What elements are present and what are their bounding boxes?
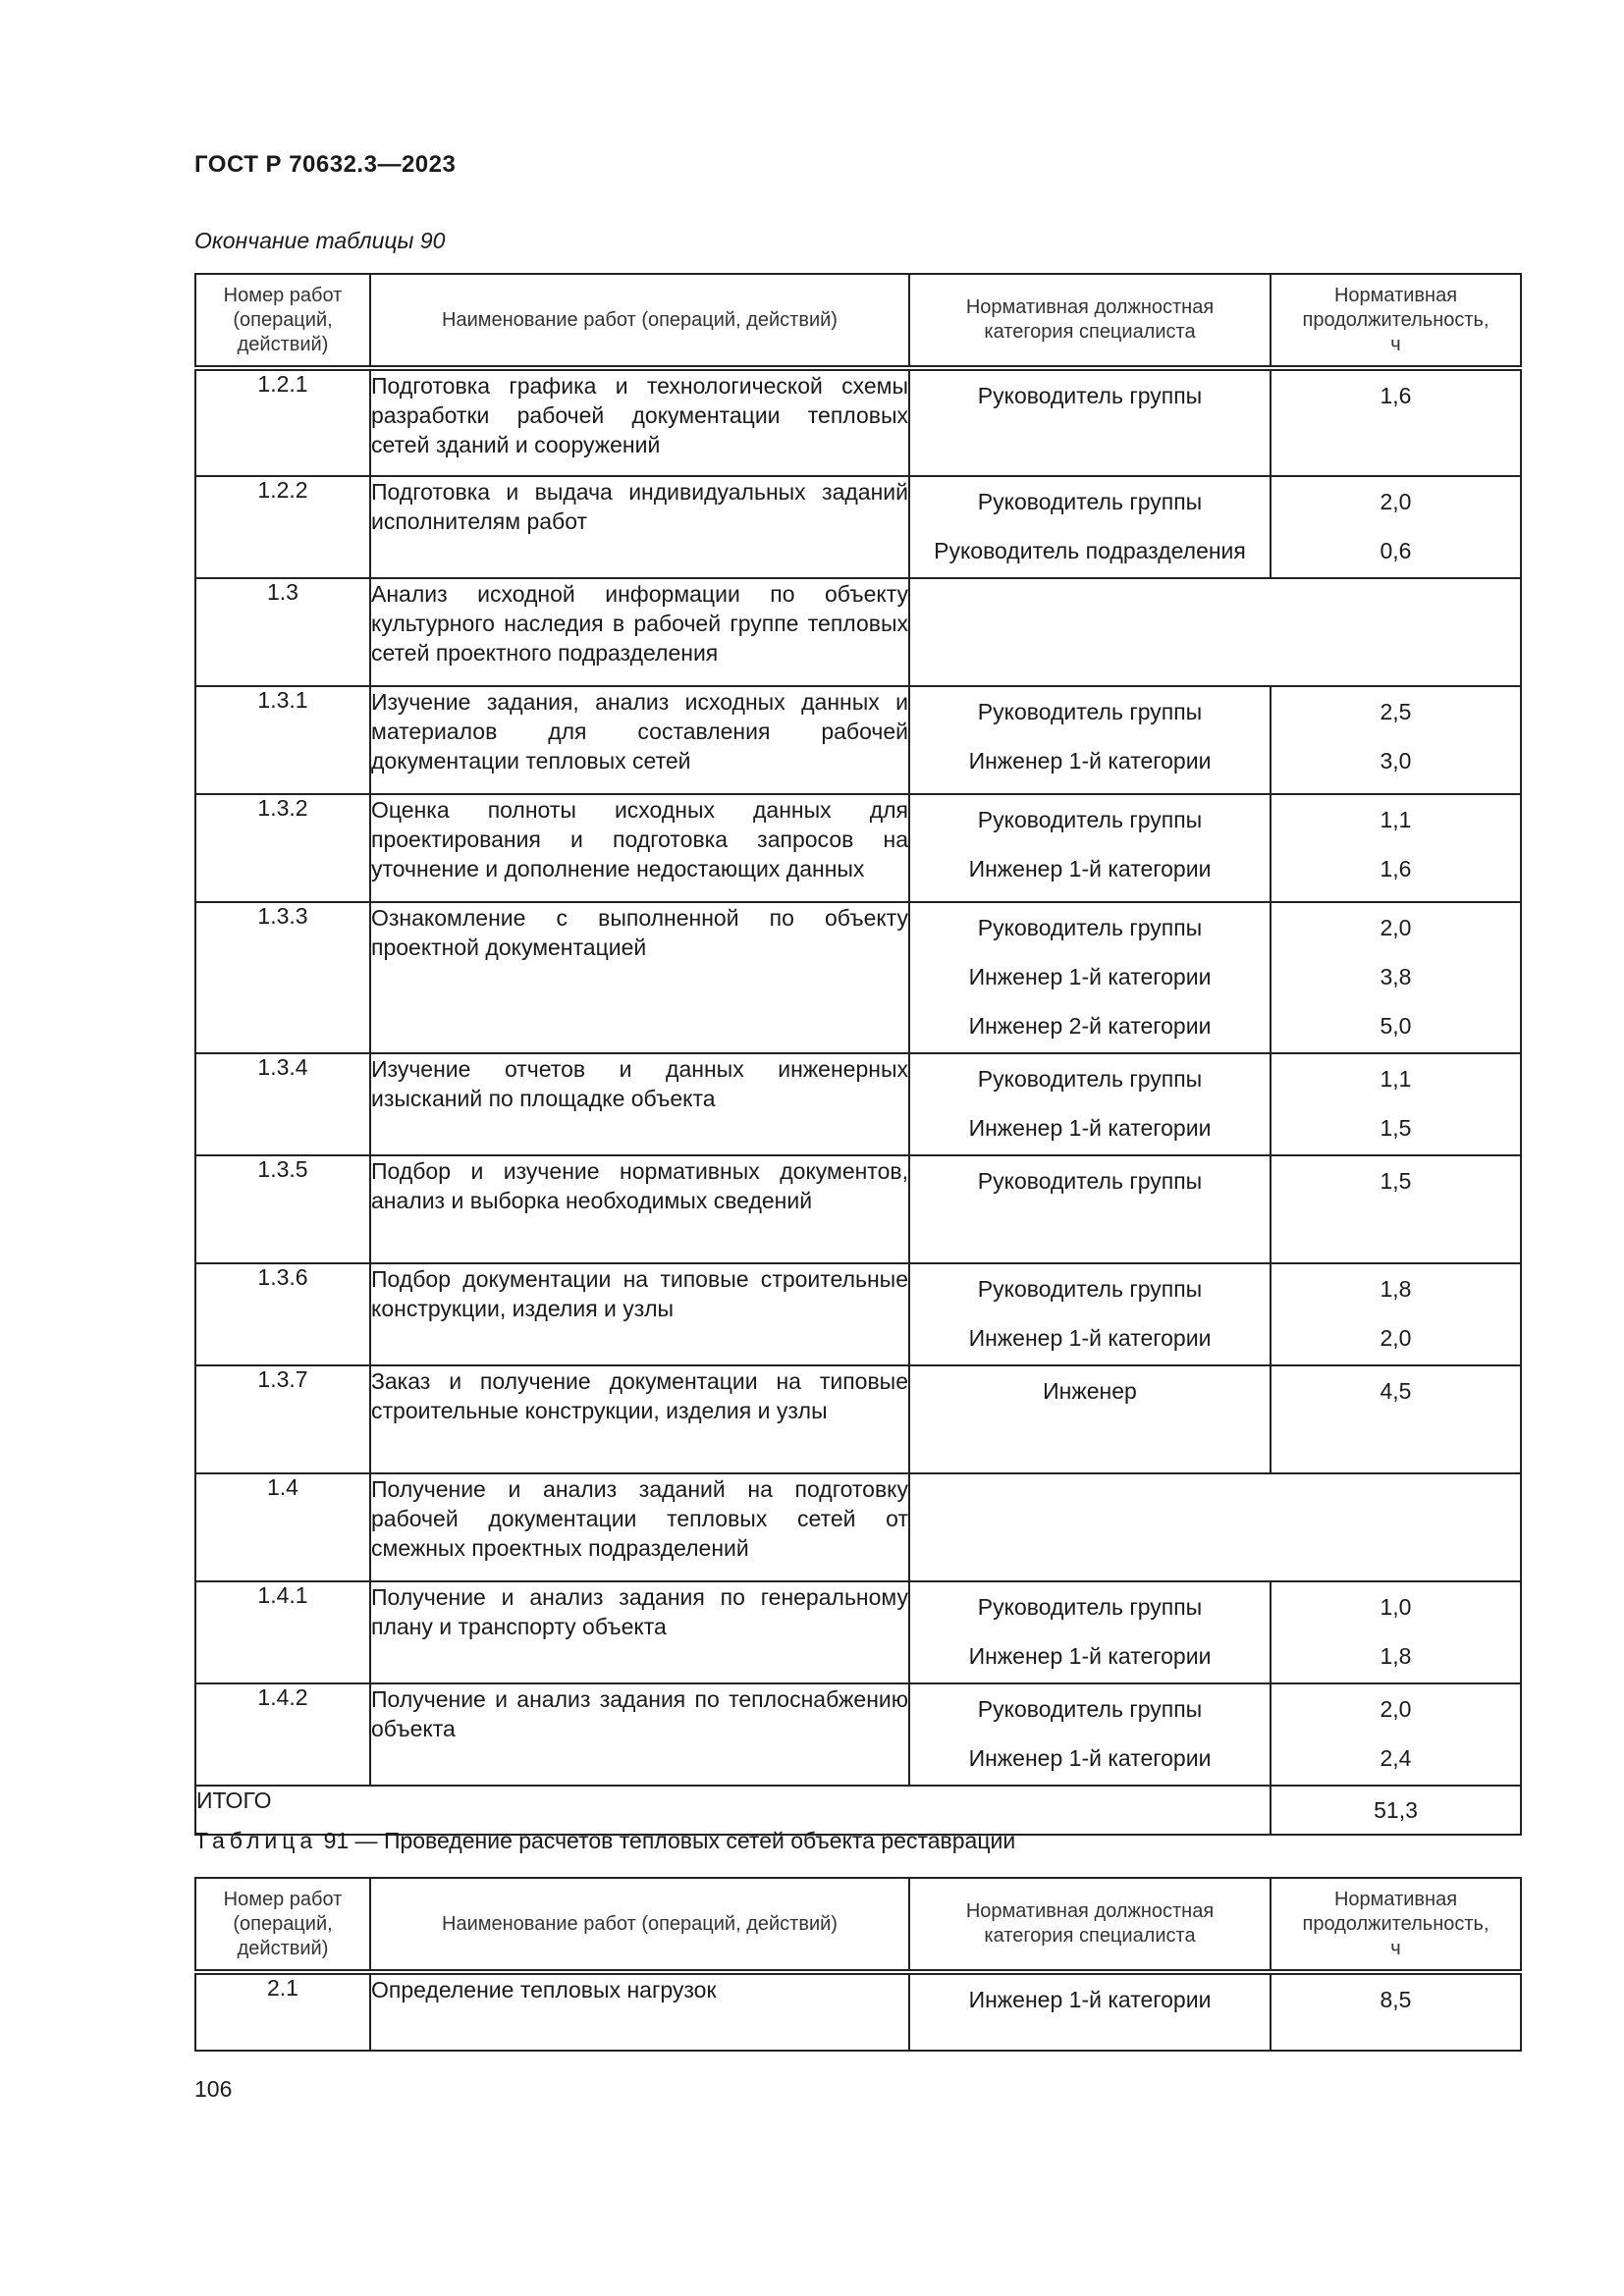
work-number: 1.3.4 <box>195 1053 370 1155</box>
table-90-header <box>195 274 1521 368</box>
col-header-category: Нормативная должностная категория специалиста <box>909 1878 1271 1972</box>
table-91-caption: Таблица 91 — Проведение расчетов тепловых сетей объекта реставрации <box>194 1828 1016 1853</box>
work-number: 2.1 <box>195 1972 370 2051</box>
work-number: 1.3.5 <box>195 1155 370 1263</box>
duration-cell <box>1271 794 1521 902</box>
specialist-category: Руководитель группы <box>977 699 1203 724</box>
duration-cell <box>1271 686 1521 794</box>
table-row <box>195 902 1521 1053</box>
specialist-category-cell <box>909 1155 1271 1263</box>
duration-value: 2,0 <box>1380 915 1412 940</box>
specialist-category: Руководитель группы <box>977 1066 1203 1092</box>
work-number: 1.3.6 <box>195 1263 370 1365</box>
col-header-duration: Нормативная продолжительность, ч <box>1271 1878 1521 1972</box>
work-name: Получение и анализ заданий на подготовку рабочей документации тепловых сетей от смежных проектных подразделений <box>370 1473 909 1581</box>
specialist-category: Инженер 1-й категории <box>968 1987 1212 2012</box>
table-row <box>195 1155 1521 1263</box>
work-name: Подготовка и выдача индивидуальных заданий исполнителям работ <box>370 476 909 578</box>
table-row <box>195 794 1521 902</box>
specialist-category: Руководитель группы <box>977 915 1203 940</box>
table-row <box>195 686 1521 794</box>
specialist-category-cell <box>909 902 1271 1053</box>
specialist-category: Руководитель группы <box>977 489 1203 514</box>
specialist-category-cell <box>909 1263 1271 1365</box>
work-name: Анализ исходной информации по объекту культурного наследия в рабочей группе тепловых сетей проектного подразделения <box>370 578 909 686</box>
duration-value: 2,0 <box>1380 1325 1412 1351</box>
specialist-category: Руководитель группы <box>977 1594 1203 1620</box>
work-number: 1.4.1 <box>195 1581 370 1683</box>
duration-value: 5,0 <box>1380 1013 1412 1039</box>
table-row <box>195 1581 1521 1683</box>
specialist-category-cell <box>909 1972 1271 2051</box>
duration-cell <box>1271 1053 1521 1155</box>
work-name: Определение тепловых нагрузок <box>370 1972 909 2051</box>
work-number: 1.4 <box>195 1473 370 1581</box>
work-number: 1.3.7 <box>195 1365 370 1473</box>
specialist-category: Инженер 1-й категории <box>968 1643 1212 1669</box>
specialist-category: Руководитель группы <box>977 1168 1203 1194</box>
duration-cell <box>1271 578 1521 686</box>
work-name: Оценка полноты исходных данных для проектирования и подготовка запросов на уточнение и дополнение недостающих данных <box>370 794 909 902</box>
specialist-category-cell <box>909 1053 1271 1155</box>
col-header-name: Наименование работ (операций, действий) <box>370 274 909 368</box>
specialist-category-cell <box>909 476 1271 578</box>
table-row <box>195 368 1521 476</box>
specialist-category-cell <box>909 1365 1271 1473</box>
duration-cell <box>1271 1155 1521 1263</box>
specialist-category-cell <box>909 578 1271 686</box>
table-row <box>195 476 1521 578</box>
duration-value: 1,6 <box>1380 383 1412 408</box>
duration-value: 8,5 <box>1380 1987 1412 2012</box>
specialist-category: Руководитель группы <box>977 383 1203 408</box>
specialist-category-cell <box>909 1683 1271 1786</box>
specialist-category: Руководитель группы <box>977 807 1203 832</box>
work-number: 1.3.2 <box>195 794 370 902</box>
duration-cell <box>1271 1365 1521 1473</box>
total-value: 51,3 <box>1271 1786 1521 1835</box>
duration-cell <box>1271 902 1521 1053</box>
table-row <box>195 1473 1521 1581</box>
specialist-category-cell <box>909 368 1271 476</box>
work-name: Подбор и изучение нормативных документов, анализ и выборка необходимых сведений <box>370 1155 909 1263</box>
duration-cell <box>1271 1581 1521 1683</box>
table-row <box>195 1263 1521 1365</box>
specialist-category-cell <box>909 1581 1271 1683</box>
col-header-duration: Нормативная продолжительность, ч <box>1271 274 1521 368</box>
work-number: 1.2.2 <box>195 476 370 578</box>
duration-cell <box>1271 476 1521 578</box>
specialist-category: Инженер 1-й категории <box>968 1115 1212 1141</box>
table-row <box>195 578 1521 686</box>
specialist-category: Инженер 1-й категории <box>968 856 1212 881</box>
duration-value: 1,1 <box>1380 1066 1412 1092</box>
table-row <box>195 1972 1521 2051</box>
work-name: Получение и анализ задания по теплоснабжению объекта <box>370 1683 909 1786</box>
work-name: Получение и анализ задания по генеральному плану и транспорту объекта <box>370 1581 909 1683</box>
specialist-category-cell <box>909 794 1271 902</box>
total-label: ИТОГО <box>195 1786 1271 1835</box>
duration-cell <box>1271 368 1521 476</box>
work-number: 1.4.2 <box>195 1683 370 1786</box>
duration-value: 1,8 <box>1380 1276 1412 1302</box>
duration-cell <box>1271 1683 1521 1786</box>
work-number: 1.2.1 <box>195 368 370 476</box>
specialist-category-cell <box>909 1473 1271 1581</box>
specialist-category-cell <box>909 686 1271 794</box>
specialist-category: Инженер 1-й категории <box>968 1325 1212 1351</box>
specialist-category: Руководитель группы <box>977 1276 1203 1302</box>
table-90 <box>194 273 1522 1836</box>
col-header-name: Наименование работ (операций, действий) <box>370 1878 909 1972</box>
duration-value: 2,0 <box>1380 1696 1412 1722</box>
work-name: Ознакомление с выполненной по объекту проектной документацией <box>370 902 909 1053</box>
table-row <box>195 1053 1521 1155</box>
duration-value: 1,6 <box>1380 856 1412 881</box>
col-header-num: Номер работ (операций, действий) <box>195 1878 370 1972</box>
work-name: Подбор документации на типовые строительные конструкции, изделия и узлы <box>370 1263 909 1365</box>
work-name: Заказ и получение документации на типовые строительные конструкции, изделия и узлы <box>370 1365 909 1473</box>
specialist-category: Руководитель группы <box>977 1696 1203 1722</box>
work-number: 1.3.3 <box>195 902 370 1053</box>
work-number: 1.3.1 <box>195 686 370 794</box>
table-90-caption: Окончание таблицы 90 <box>194 228 446 253</box>
specialist-category: Инженер 1-й категории <box>968 748 1212 774</box>
duration-value: 2,5 <box>1380 699 1412 724</box>
duration-value: 1,5 <box>1380 1115 1412 1141</box>
specialist-category: Инженер 2-й категории <box>968 1013 1212 1039</box>
duration-cell <box>1271 1972 1521 2051</box>
duration-value: 2,4 <box>1380 1745 1412 1771</box>
table-91-header <box>195 1878 1521 1972</box>
table-row <box>195 1365 1521 1473</box>
work-name: Изучение задания, анализ исходных данных и материалов для составления рабочей документации тепловых сетей <box>370 686 909 794</box>
table-row <box>195 1683 1521 1786</box>
duration-value: 1,1 <box>1380 807 1412 832</box>
standard-title: ГОСТ Р 70632.3—2023 <box>194 151 457 178</box>
duration-value: 3,0 <box>1380 748 1412 774</box>
duration-value: 0,6 <box>1380 538 1412 563</box>
duration-cell <box>1271 1263 1521 1365</box>
duration-value: 1,8 <box>1380 1643 1412 1669</box>
work-number: 1.3 <box>195 578 370 686</box>
page-number: 106 <box>194 2076 233 2102</box>
specialist-category: Руководитель подразделения <box>934 538 1246 563</box>
col-header-category: Нормативная должностная категория специалиста <box>909 274 1271 368</box>
specialist-category: Инженер 1-й категории <box>968 964 1212 989</box>
duration-cell <box>1271 1473 1521 1581</box>
duration-value: 1,5 <box>1380 1168 1412 1194</box>
duration-value: 1,0 <box>1380 1594 1412 1620</box>
specialist-category: Инженер 1-й категории <box>968 1745 1212 1771</box>
work-name: Подготовка графика и технологической схемы разработки рабочей документации тепловых сетей зданий и сооружений <box>370 368 909 476</box>
duration-value: 4,5 <box>1380 1378 1412 1404</box>
table-91 <box>194 1877 1522 2052</box>
specialist-category: Инженер <box>1043 1378 1137 1404</box>
duration-value: 2,0 <box>1380 489 1412 514</box>
work-name: Изучение отчетов и данных инженерных изысканий по площадке объекта <box>370 1053 909 1155</box>
col-header-num: Номер работ (операций, действий) <box>195 274 370 368</box>
duration-value: 3,8 <box>1380 964 1412 989</box>
